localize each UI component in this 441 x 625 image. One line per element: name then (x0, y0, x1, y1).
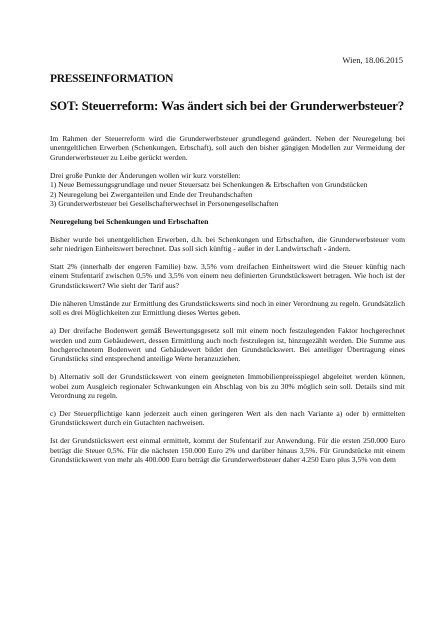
option-b-paragraph: b) Alternativ soll der Grundstückswert von einem geeigneten Immobilienpreisspiegel abgeleitet werden können, wobei zum Ausgleich regionaler Schwankungen ein Abschlag von bis zu 30% möglich sein soll. Details sind mit Verordnung zu regeln. (50, 372, 405, 401)
point-2: 2) Neuregelung bei Zwerganteilen und Ende der Treuhandschaften (50, 189, 253, 199)
paragraph-4: Ist der Grundstückswert erst einmal ermittelt, kommt der Stufentarif zur Anwendung. Für die ersten 250.000 Euro beträgt die Steuer 0,5%. Für die nächsten 150.000 Euro 2% und darüber hinaus 3,5%. Für Grundstücke mit einem Grundstückswert von mehr als 400.000 Euro beträgt die Grunderwerbsteuer daher 4.250 Euro plus 3,5% von dem (50, 436, 405, 465)
paragraph-3: Die näheren Umstände zur Ermittlung des Grundstückswerts sind noch in einer Verordnung zu regeln. Grundsätzlich soll es drei Möglichkeiten zur Ermittlung dieses Wertes geben. (50, 298, 405, 318)
section-heading: Neuregelung bei Schenkungen und Erbschaften (50, 216, 209, 226)
document-date: Wien, 18.06.2015 (342, 55, 403, 65)
document-body (50, 134, 405, 464)
intro-paragraph: Im Rahmen der Steuerreform wird die Grunderwerbsteuer grundlegend geändert. Neben der Neuregelung bei unentgeltlichen Erwerben (Schenkungen, Erbschaft), soll auch den bisher gängigen Modellen zur Vermeidung der Grunderwerbsteuer zu Leibe gerückt werden. (50, 134, 405, 162)
points-intro: Drei große Punkte der Änderungen wollen wir kurz vorstellen: (50, 170, 241, 180)
option-c-paragraph: c) Der Steuerpflichtige kann jederzeit auch einen geringeren Wert als den nach Variante a) oder b) ermittelten Grundstückswert durch ein Gutachten nachweisen. (50, 408, 405, 428)
point-1: 1) Neue Bemessungsgrundlage und neuer Steuersatz bei Schenkungen & Erbschaften von Grundstücken (50, 180, 368, 190)
option-a-paragraph: a) Der dreifache Bodenwert gemäß Bewertungsgesetz soll mit einem noch festzulegenden Faktor hochgerechnet werden und zum Gebäudewert, dessen Ermittlung auch noch festzulegen ist, hinzugezählt werden. Die Summe aus hochgerechnetem Bodenwert und Gebäudewert bildet den Grundstückswert. Bei anteiliger Übertragung eines Grundstücks sind entsprechend anteilige Werte heranzuziehen. (50, 326, 405, 364)
point-3: 3) Grunderwerbsteuer bei Gesellschafterwechsel in Personengesellschaften (50, 198, 279, 208)
document-headline: SOT: Steuerreform: Was ändert sich bei der Grunderwerbsteuer? (50, 98, 405, 113)
paragraph-1: Bisher wurde bei unentgeltlichen Erwerben, d.h. bei Schenkungen und Erbschaften, die Grunderwerbsteuer vom sehr niedrigen Einheitswert berechnet. Das soll sich künftig - außer in der Landwirtschaft - ändern. (50, 234, 405, 254)
press-label: PRESSEINFORMATION (50, 73, 174, 85)
paragraph-2: Statt 2% (innerhalb der engeren Familie) bzw. 3,5% vom dreifachen Einheitswert wird die Steuer künftig nach einem Stufentarif zwischen 0,5% und 3,5% von einem neu definierten Grundstückswert betragen. Wie hoch ist der Grundstückswert? Wie sieht der Tarif aus? (50, 262, 405, 290)
